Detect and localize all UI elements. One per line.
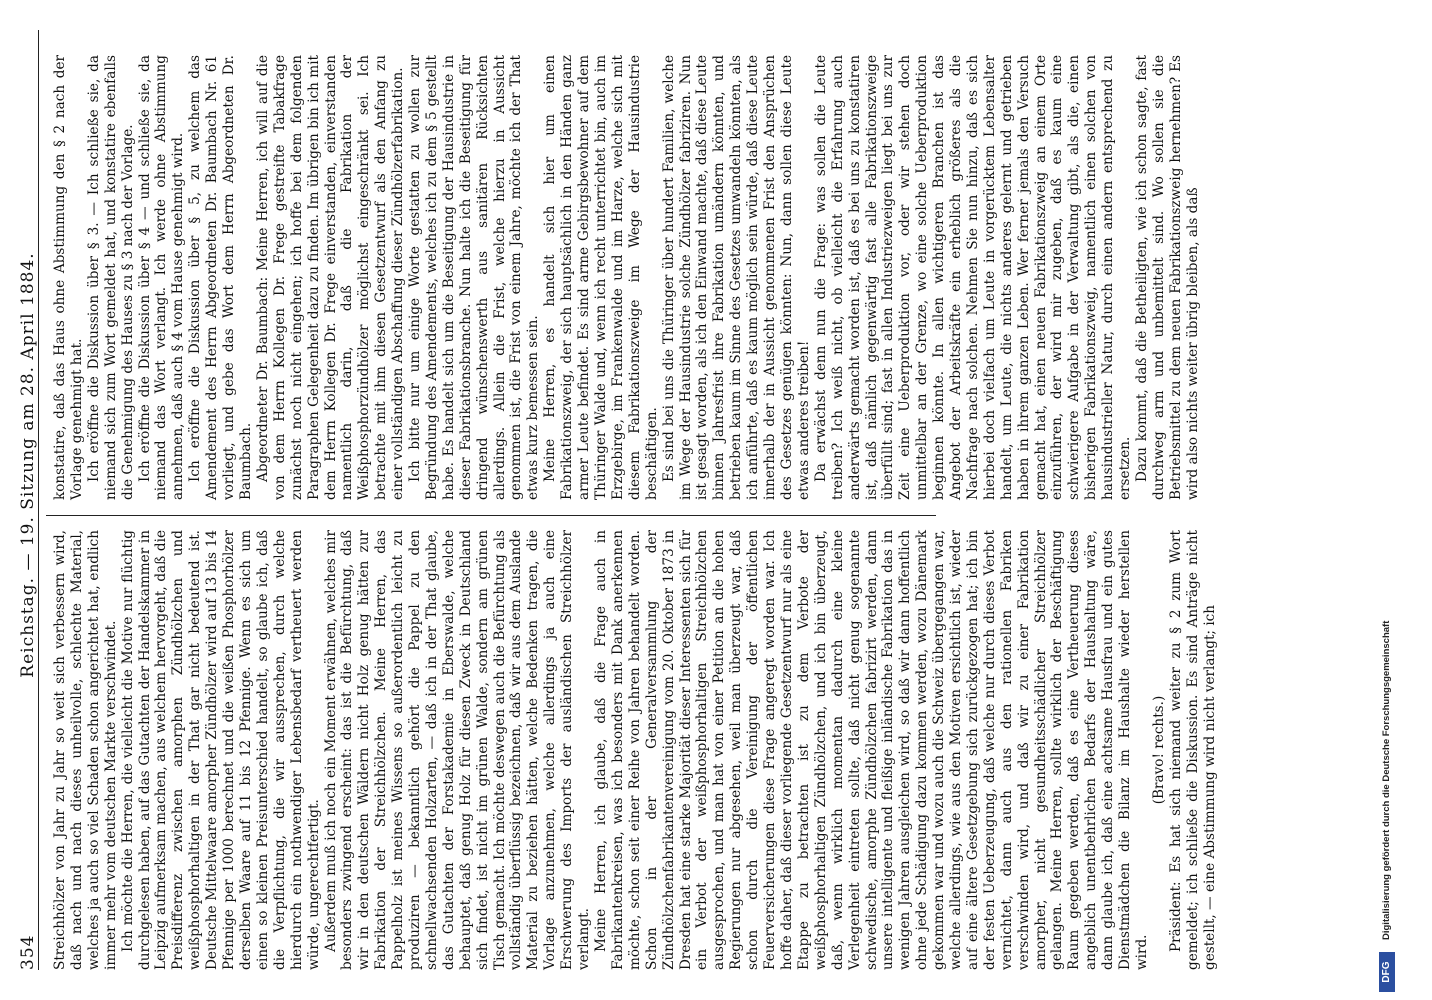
paragraph: Ich eröffne die Diskussion über § 4 — und schließe sie, da niemand das Wort verlangt. Ich werde ohne Abstimmung annehmen, daß auch § 4 vom Hause genehmigt wird. — [136, 55, 187, 500]
paragraph: Ich eröffne die Diskussion über § 3. — Ich schließe sie, da niemand sich zum Wort gemeldet hat, und konstatire ebenfalls die Genehmigung des Hauses zu § 3 nach der Vorlage. — [85, 55, 136, 500]
right-column — [52, 55, 1201, 500]
paragraph: Ich bitte nur um einige Worte gestatten zu wollen zur Begründung des Amendements, welches ich zu dem § 5 gestellt habe. Es handelt sich um die Beseitigung der Hausindustrie in dieser Fabrikationsbranche. Nun halte ich die Beseitigung für dringend wünschenswerth aus sanitären Rücksichten allerdings. Allein die Frist, welche hierzu in Aussicht genommen ist, die Frist von einem Jahre, möchte ich der That etwas kurz bemessen sein. — [407, 55, 542, 500]
paragraph: Da erwächst denn nun die Frage: was sollen die Leute treiben? Ich weiß nicht, ob vielleicht die Erfahrung auch anderwärts gemacht worden ist, daß es bei uns zu konstatiren ist, daß nämlich gegenwärtig fast alle Fabrikationszweige überfüllt sind; fast in allen Industriezweigen liegt bei uns zur Zeit eine Ueberproduktion vor, oder wir stehen doch unmittelbar an der Grenze, wo eine solche Ueberproduktion beginnen könnte. In allen wichtigeren Branchen ist das Angebot der Arbeitskräfte ein erheblich größeres als die Nachfrage nach solchen. Nehmen Sie nun hinzu, daß es sich hierbei doch vielfach um Leute in vorgerücktem Lebensalter handelt, um Leute, die nichts anderes gelernt und getrieben haben in ihrem ganzen Leben. Wer ferner jemals den Versuch gemacht hat, einen neuen Fabrikationszweig an einem Orte einzuführen, der wird mir zugeben, daß es kaum eine schwierigere Aufgabe in der Verwaltung gibt, als die, einen bisherigen Fabrikationszweig, namentlich einen solchen von hausindustrieller Natur, durch einen andern entsprechend zu ersetzen. — [812, 55, 1134, 500]
page-number: 354 — [18, 934, 38, 970]
credit-text: Digitalisierung gefördert durch die Deutsche Forschungsgemeinschaft — [1381, 620, 1392, 940]
paragraph: Präsident: Es hat sich niemand weiter zu § 2 zum Wort gemeldet; ich schließe die Diskussion. Es sind Anträge nicht gestellt, — eine Abstimmung wird nicht verlangt; ich — [1167, 530, 1218, 970]
paragraph: Meine Herren, ich glaube, daß die Frage auch in Fabrikantenkreisen, was ich besonders mit Dank anerkennen möchte, schon seit einer Reihe von Jahren behandelt worden. Schon in der Generalversammlung der Zündhölzchenfabrikantenvereinigung vom 20. Oktober 1873 in Dresden hat eine starke Majorität dieser Interessenten sich für ein Verbot der weißphosphorhaltigen Streichhölzchen ausgesprochen, und man hat von einer Petition an die hohen Regierungen nur abgesehen, weil man überzeugt war, daß schon durch die Vereinigung der öffentlichen Feuerversicherungen diese Frage angeregt worden war. Ich hoffe daher, daß dieser vorliegende Gesetzentwurf nur als eine Etappe zu betrachten ist zu dem Verbote der weißphosphorhaltigen Zündhölzchen, und ich bin überzeugt, daß, wenn wirklich momentan dadurch eine kleine Verlegenheit eintreten sollte, daß nicht genug sogenannte schwedische, amorphe Zündhölzchen fabrizirt werden, dann unsere intelligente und fleißige inländische Fabrikation das in wenigen Jahren ausgleichen wird, so daß wir dann hoffentlich ohne jede Schädigung dazu kommen werden, wozu Dänemark gekommen war und wozu auch die Schweiz übergegangen war, welche allerdings, wie aus den Motiven ersichtlich ist, wieder auf eine ältere Gesetzgebung sich zurückgezogen hat; ich bin der festen Ueberzeugung, daß welche nur durch dieses Verbot vernichtet, dann auch aus den rationellen Fabriken verschwinden wird, und daß wir zu einer Fabrikation amorpher, nicht gesundheitsschädlicher Streichhölzer gelangen. Meine Herren, sollte wirklich der Beschäftigung Raum gegeben werden, daß es eine Vertheuerung dieses angeblich unentbehrlichen Bedarfs der Haushaltung wäre, dann glaube ich, daß eine achtsame Hausfrau und ein gutes Dienstmädchen die Bilanz im Haushalte wieder herstellen wird. — [593, 530, 1150, 970]
paragraph: Ich eröffne die Diskussion über § 5, zu welchem das Amendement des Herrn Abgeordneten Dr. Baumbach Nr. 61 vorliegt, und gebe das Wort dem Herrn Abgeordneten Dr. Baumbach. — [187, 55, 254, 500]
column-divider — [46, 515, 936, 516]
applause-note: (Bravo! rechts.) — [1150, 695, 1167, 805]
paragraph: Abgeordneter Dr. Baumbach: Meine Herren, ich will auf die von dem Herrn Kollegen Dr. Frege gestreifte Tabakfrage zunächst noch nicht eingehen; ich hoffe bei dem folgenden Paragraphen Gelegenheit dazu zu finden. Im übrigen bin ich mit dem Herrn Kollegen Dr. Frege einverstanden, einverstanden namentlich darin, daß die Fabrikation der Weißphosphorzündhölzer möglichst eingeschränkt sei. Ich betrachte mit ihm diesen Gesetzentwurf als den Anfang zu einer vollständigen Abschaffung dieser Zündhölzerfabrikation. — [254, 55, 407, 500]
paragraph: Streichhölzer von Jahr zu Jahr so weit sich verbessern wird, daß nach und nach dieses unheilvolle, schlechte Material, welches ja auch so viel Schaden schon angerichtet hat, endlich immer mehr vom deutschen Markte verschwindet. — [52, 530, 119, 970]
paragraph: Außerdem muß ich noch ein Moment erwähnen, welches mir besonders zwingend erscheint: das ist die Befürchtung, daß wir in den deutschen Wäldern nicht Holz genug hätten zur Fabrikation der Streichhölzchen. Meine Herren, das Pappelholz ist meines Wissens so außerordentlich leicht zu produziren — bekanntlich gehört die Pappel zu den schnellwachsenden Holzarten, — daß ich in der That glaube, das Gutachten der Forstakademie in Eberswalde, welche behauptet, daß genug Holz für diesen Zweck in Deutschland sich findet, ist nicht im grünen Walde, sondern am grünen Tisch gemacht. Ich möchte deswegen auch die Befürchtung als vollständig überflüssig bezeichnen, daß wir aus dem Auslande Material zu beziehen hätten, welche Bedenken tragen, die Vorlage anzunehmen, welche allerdings ja auch eine Erschwerung des Imports der ausländischen Streichhölzer verlangt. — [322, 530, 593, 970]
page-title: Reichstag. — 19. Sitzung am 28. April 1884. — [18, 252, 38, 678]
paragraph: Es sind bei uns die Thüringer über hundert Familien, welche im Wege der Hausindustrie solche Zündhölzer fabriziren. Nun ist gesagt worden, als ich den Einwand machte, daß diese Leute binnen Jahresfrist ihre Fabrikation umändern könnten, und betrieben kaum im Sinne des Gesetzes umwandeln könnten, als ich anführte, daß es kaum möglich sein würde, daß diese Leute innerhalb der in Aussicht genommenen Frist den Ansprüchen des Gesetzes genügen könnten: Nun, dann sollen diese Leute etwas anderes treiben! — [660, 55, 812, 500]
dfg-logo: DFG — [1379, 952, 1395, 992]
paragraph: Dazu kommt, daß die Betheiligten, wie ich schon sagte, fast durchweg arm und unbemittelt sind. Wo sollen sie die Betriebsmittel zu dem neuen Fabrikationszweig hernehmen? Es wird also nichts weiter übrig bleiben, als daß — [1134, 55, 1201, 500]
digitization-credit — [1378, 0, 1400, 1000]
paragraph: Ich möchte die Herren, die vielleicht die Motive nur flüchtig durchgelesen haben, auf das Gutachten der Handelskammer in Leipzig aufmerksam machen, aus welchem hervorgeht, daß die Preisdifferenz zwischen amorphen Zündhölzchen und weißphosphorhaltigen in der That gar nicht bedeutend ist. Deutsche Mittelwaare amorpher Zündhölzer wird auf 13 bis 14 Pfennige per 1000 berechnet und die weißen Phosphorhölzer derselben Waare auf 11 bis 12 Pfennige. Wenn es sich um einen so kleinen Preisunterschied handelt, so glaube ich, daß die Verpflichtung, die wir aussprechen, durch welche hierdurch ein nothwendiger Lebensbedarf vertheuert werden würde, ungerechtfertigt. — [119, 530, 322, 970]
left-column — [52, 530, 1218, 970]
paragraph: konstatire, daß das Haus ohne Abstimmung den § 2 nach der Vorlage genehmigt hat. — [52, 55, 85, 500]
page-header — [8, 30, 39, 970]
paragraph: Meine Herren, es handelt sich hier um einen Fabrikationszweig, der sich hauptsächlich in den Händen ganz armer Leute befindet. Es sind arme Gebirgsbewohner auf dem Thüringer Walde und, wenn ich recht unterrichtet bin, auch im Erzgebirge, im Frankenwalde und im Harze, welche sich mit diesem Fabrikationszweige im Wege der Hausindustrie beschäftigen. — [542, 55, 660, 500]
